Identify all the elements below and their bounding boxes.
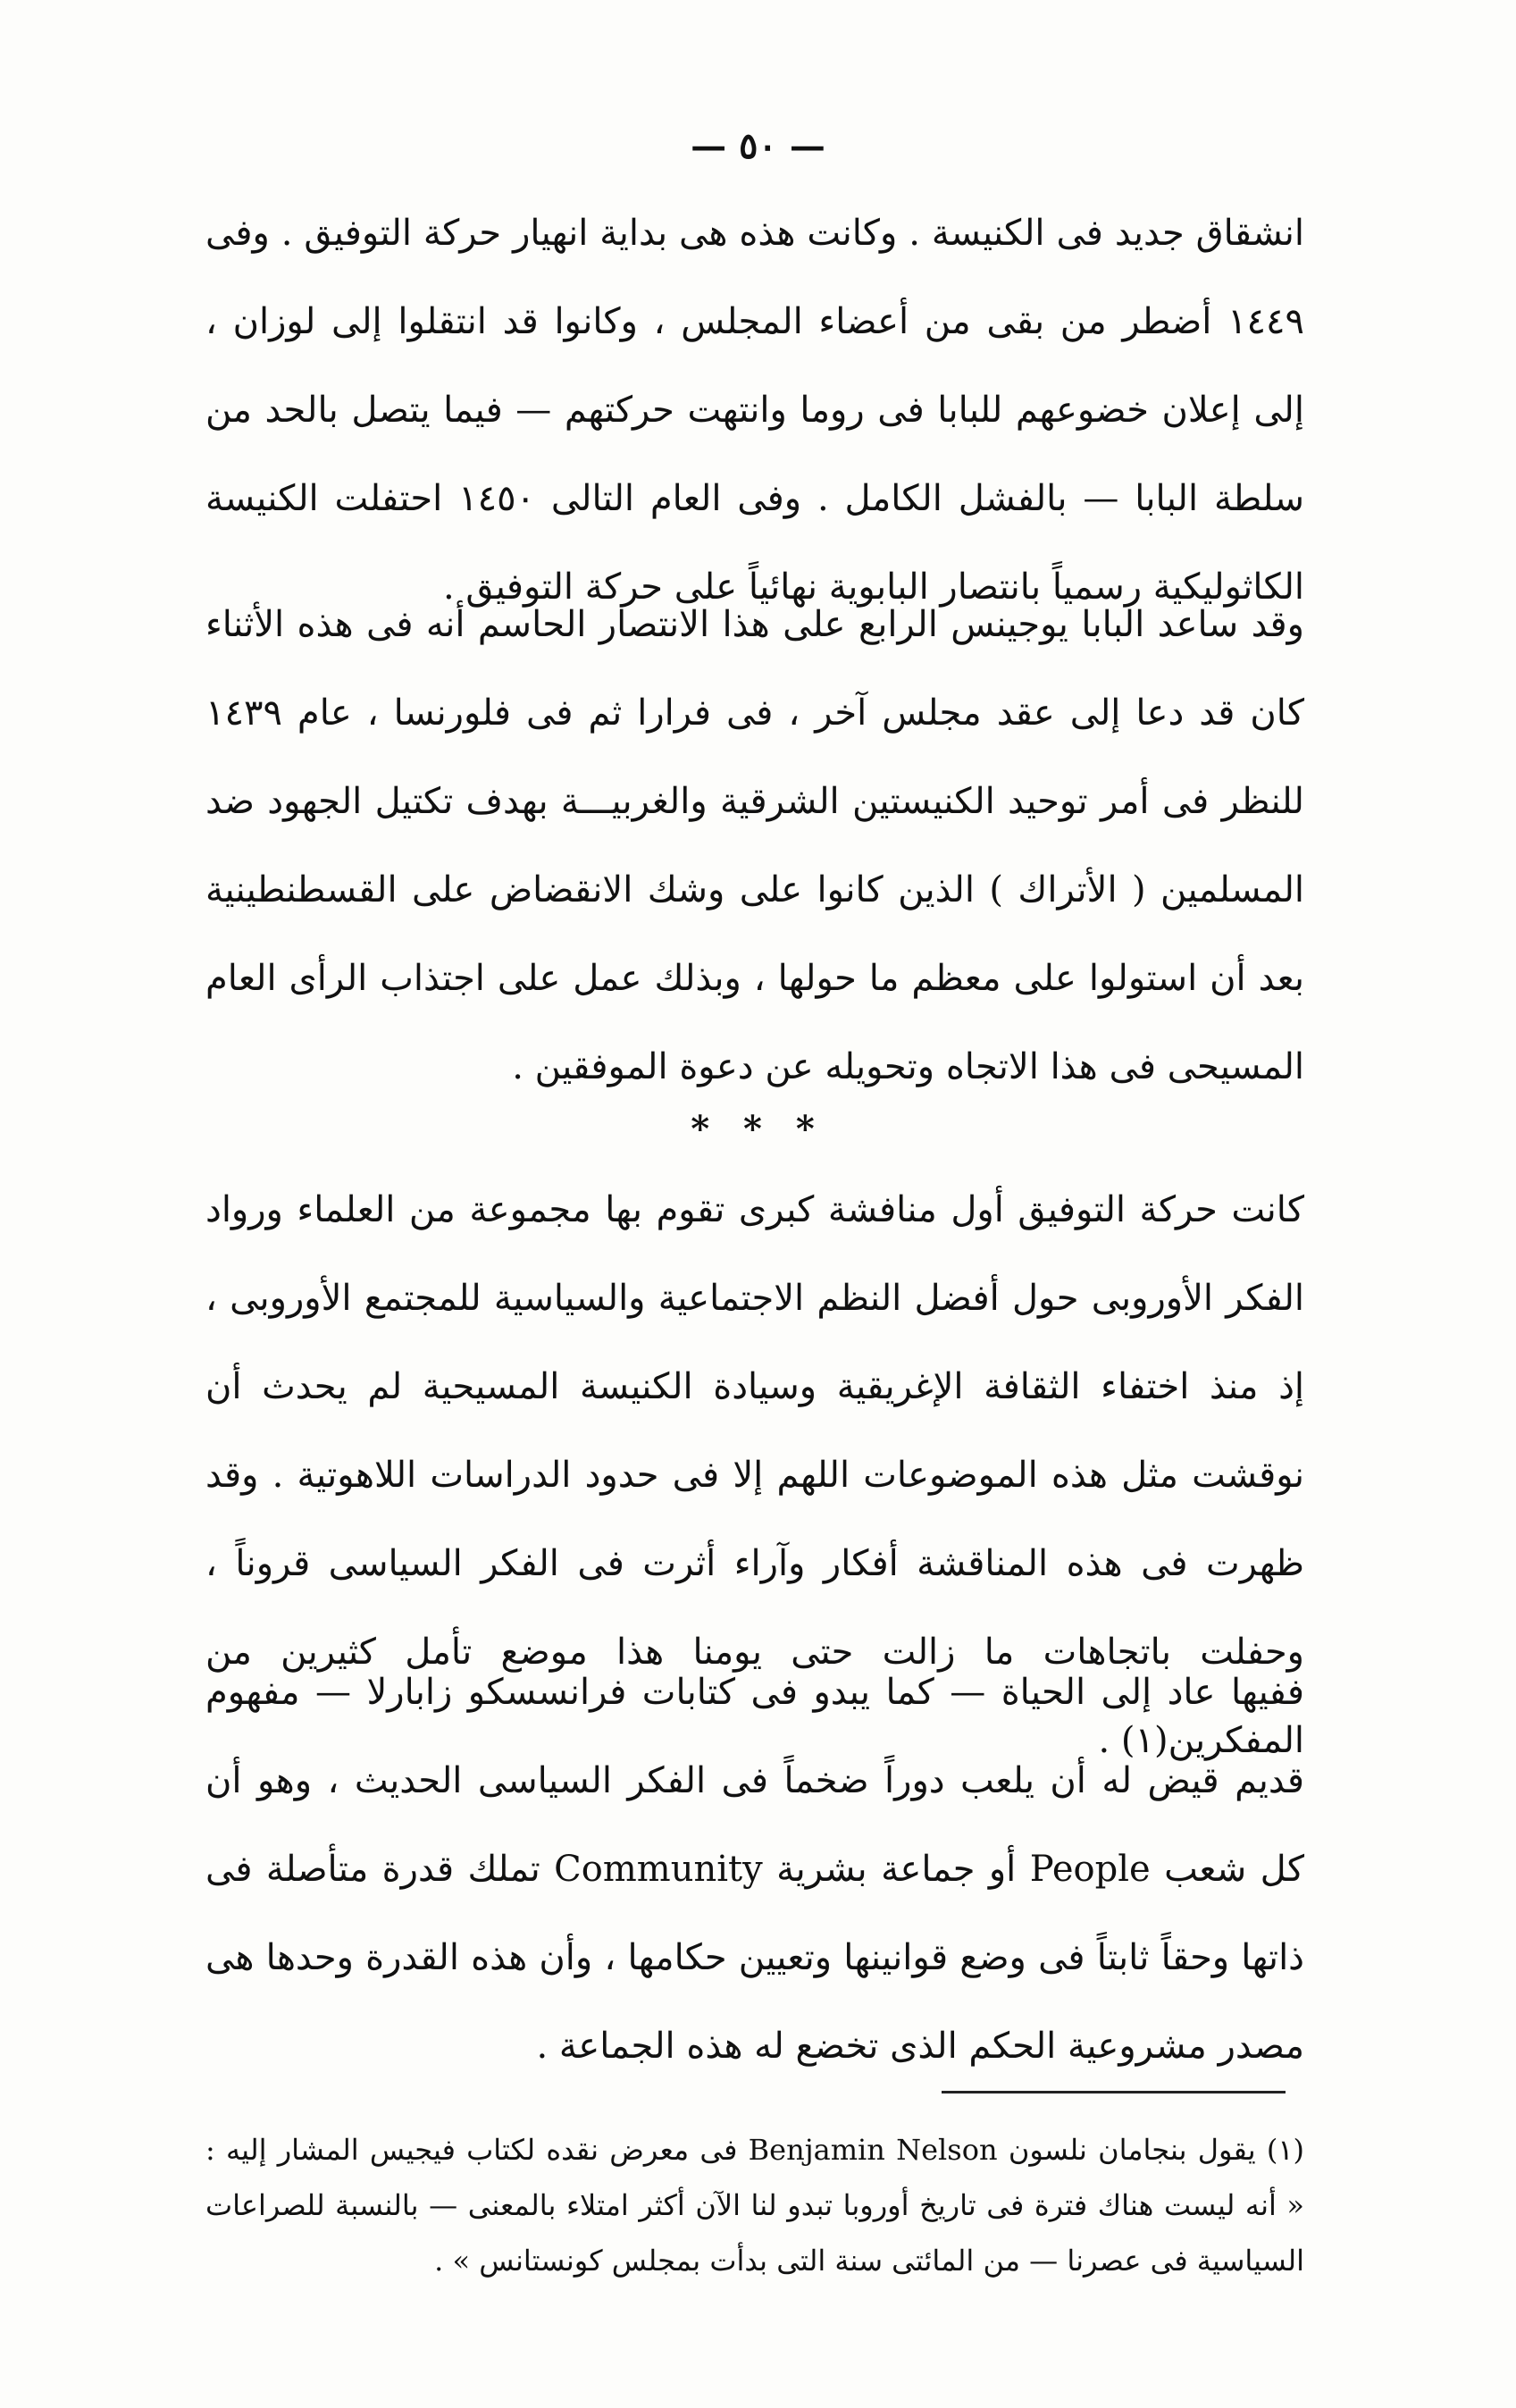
footnote: (١) يقول بنجامان نلسون Benjamin Nelson فى معرض نقده لكتاب فيجيس المشار إليه : « أنه ليست هناك فترة فى تاريخ أوروبا تبدو لنا الآن أكثر امتلاء بالمعنى — بالنسبة للصراعات السياسية فى عصرنا — من المائتى سنة التى بدأت بمجلس كونستانس » .: [205, 2133, 1305, 2278]
paragraph-3: كانت حركة التوفيق أول منافشة كبرى تقوم بها مجموعة من العلماء ورواد الفكر الأوروبى حول أفضل النظم الاجتماعية والسياسية للمجتمع الأوروبى ، إذ منذ اختفاء الثقافة الإغريقية وسيادة الكنيسة المسيحية لم يحدث أن نوقشت مثل هذه الموضوعات اللهم إلا فى حدود الدراسات اللاهوتية . وقد ظهرت فى هذه المناقشة أفكار وآراء أثرت فى الفكر السياسى قروناً ، وحفلت باتجاهات ما زالت حتى يومنا هذا موضع تأمل كثيرين من المفكرين(١) .: [205, 1189, 1304, 1761]
paragraph-2: وقد ساعد البابا يوجينس الرابع على هذا الانتصار الحاسم أنه فى هذه الأثناء كان قد دعا إلى عقد مجلس آخر ، فى فرارا ثم فى فلورنسا ، عام ١٤٣٩ للنظر فى أمر توحيد الكنيستين الشرقية والغربيـــة بهدف تكتيل الجهود ضد المسلمين ( الأتراك ) الذين كانوا على وشك الانقضاض على القسطنطينية بعد أن استولوا على معظم ما حولها ، وبذلك عمل على اجتذاب الرأى العام المسيحى فى هذا الاتجاه وتحويله عن دعوة الموفقين .: [205, 604, 1304, 1087]
paragraph-4: ففيها عاد إلى الحياة — كما يبدو فى كتابات فرانسسكو زابارلا — مفهوم قديم قيض له أن يلعب دوراً ضخماً فى الفكر السياسى الحديث ، وهو أن كل شعب People أو جماعة بشرية Community تملك قدرة متأصلة فى ذاتها وحقاً ثابتاً فى وضع قوانينها وتعيين حكامها ، وأن هذه القدرة وحدها هى مصدر مشروعية الحكم الذى تخضع له هذه الجماعة .: [205, 1672, 1304, 2067]
footnote-divider: [942, 2091, 1286, 2093]
page-number: — ٥٠ —: [691, 125, 825, 167]
paragraph-1: انشقاق جديد فى الكنيسة . وكانت هذه هى بداية انهيار حركة التوفيق . وفى ١٤٤٩ أضطر من بقى من أعضاء المجلس ، وكانوا قد انتقلوا إلى لوزان ، إلى إعلان خضوعهم للبابا فى روما وانتهت حركتهم — فيما يتصل بالحد من سلطة البابا — بالفشل الكامل . وفى العام التالى ١٤٥٠ احتفلت الكنيسة الكاثوليكية رسمياً بانتصار البابوية نهائياً على حركة التوفيق .: [205, 213, 1304, 608]
section-separator: * * *: [691, 1108, 825, 1150]
